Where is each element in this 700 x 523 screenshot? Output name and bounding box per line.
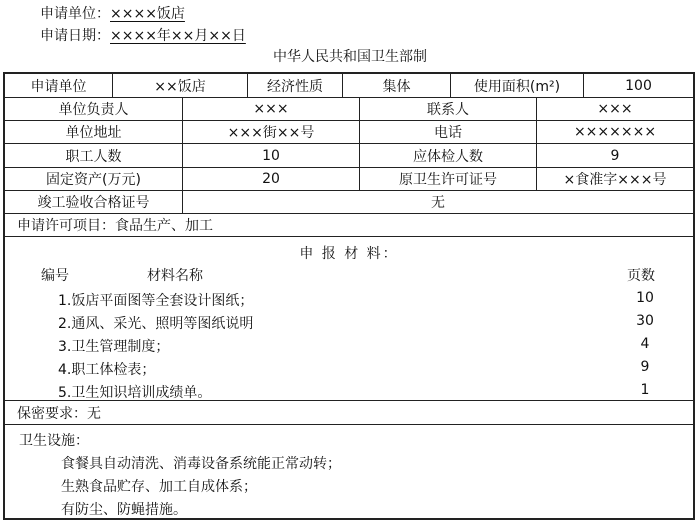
material-item: 5.卫生知识培训成绩单。 [58,385,212,401]
unit-value: ××饭店 [113,74,248,97]
facilities-section [5,425,693,518]
permit-text: 申请许可项目：食品生产、加工 [17,218,213,234]
material-pages: 4 [640,336,650,352]
head-label: 单位负责人 [5,98,183,120]
contact-label: 联系人 [360,98,537,120]
material-pages: 30 [636,313,654,329]
address-value: ×××街××号 [183,121,360,143]
address-label: 单位地址 [5,121,183,143]
material-item: 2.通风、采光、照明等图纸说明 [58,316,254,332]
row-permit [5,214,693,237]
row-unit [5,74,693,98]
row-cert [5,191,693,214]
row-address [5,121,693,144]
exam-value: 9 [610,147,620,164]
applicant-label: 申请单位： [40,6,110,22]
exam-label: 应体检人数 [360,144,537,167]
facility-line: 食餐具自动清洗、消毒设备系统能正常动转； [61,456,341,472]
applicant-value: ××××饭店 [110,6,185,22]
head-value: ××× [183,98,360,120]
row-secrecy [5,401,693,425]
material-item: 4.职工体检表； [58,362,156,378]
application-form [3,72,695,520]
area-label: 使用面积(m²) [451,74,584,97]
staff-label: 职工人数 [5,144,183,167]
cert-value: 无 [431,195,445,211]
license-value: ×食准字×××号 [563,172,667,188]
facility-line: 有防尘、防蝇措施。 [61,502,187,518]
materials-heading: 申 报 材 料： [299,246,399,262]
materials-section [5,237,693,401]
license-label: 原卫生许可证号 [360,168,537,190]
ministry-title: 中华人民共和国卫生部制 [273,49,427,65]
material-item: 3.卫生管理制度； [58,339,170,355]
material-pages: 9 [640,359,650,375]
area-value: 100 [625,77,652,94]
applicant-line [40,3,185,23]
row-head [5,98,693,121]
facilities-title: 卫生设施： [19,433,89,449]
unit-label: 申请单位 [5,74,113,97]
date-value: ××××年××月××日 [110,28,246,44]
facility-line: 生熟食品贮存、加工自成体系； [61,479,257,495]
phone-label: 电话 [360,121,537,143]
date-label: 申请日期： [40,28,110,44]
assets-label: 固定资产(万元) [5,168,183,190]
material-pages: 10 [636,290,654,306]
contact-value: ××× [597,101,633,117]
cert-label: 竣工验收合格证号 [5,191,183,213]
col-pages: 页数 [627,268,655,284]
col-no: 编号 [41,268,69,284]
nature-value: 集体 [343,74,451,97]
row-assets [5,168,693,191]
nature-label: 经济性质 [248,74,343,97]
row-staff [5,144,693,168]
material-pages: 1 [640,382,650,398]
material-item: 1.饭店平面图等全套设计图纸； [58,293,254,309]
assets-value: 20 [183,168,360,190]
date-line [40,25,246,45]
secrecy-text: 保密要求：无 [17,405,101,422]
phone-value: ××××××× [573,124,657,140]
col-name: 材料名称 [147,268,203,284]
staff-value: 10 [183,144,360,167]
